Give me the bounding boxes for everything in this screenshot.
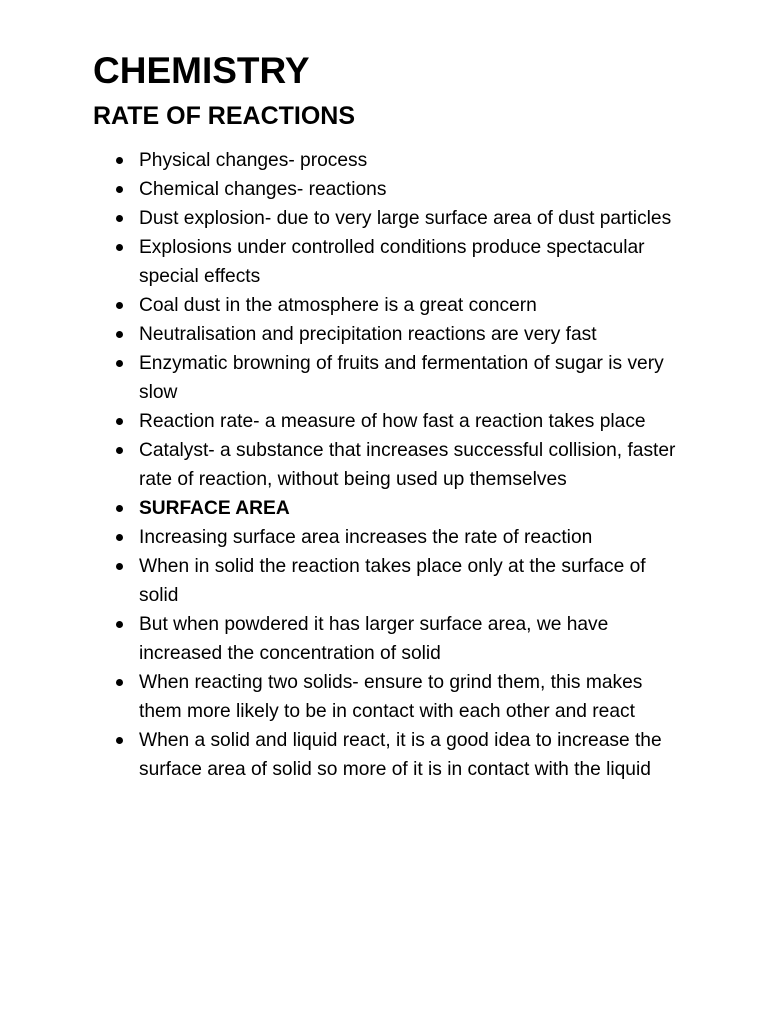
list-item-text: When in solid the reaction takes place only at the surface of solid	[139, 556, 646, 606]
bullet-icon	[116, 157, 123, 164]
list-item-text: But when powdered it has larger surface area, we have increased the concentration of solid	[139, 614, 609, 664]
list-item-text: SURFACE AREA	[139, 498, 290, 519]
list-item-text: Physical changes- process	[139, 150, 368, 171]
bullet-icon	[116, 563, 123, 570]
bullet-list	[0, 146, 768, 784]
list-item-text: Explosions under controlled conditions produce spectacular special effects	[139, 237, 645, 287]
list-item	[0, 523, 768, 552]
list-item-text: Reaction rate- a measure of how fast a reaction takes place	[139, 411, 646, 432]
list-item-text: Dust explosion- due to very large surface area of dust particles	[139, 208, 672, 229]
list-item	[0, 407, 768, 436]
bullet-icon	[116, 447, 123, 454]
bullet-icon	[116, 534, 123, 541]
list-item	[0, 175, 768, 204]
list-item	[0, 436, 768, 494]
bullet-icon	[116, 418, 123, 425]
list-item	[0, 552, 768, 610]
list-item-text: Chemical changes- reactions	[139, 179, 387, 200]
list-item-text: Enzymatic browning of fruits and fermentation of sugar is very slow	[139, 353, 664, 403]
list-item	[0, 233, 768, 291]
list-item-text: When reacting two solids- ensure to grind them, this makes them more likely to be in contact with each other and react	[139, 672, 643, 722]
bullet-icon	[116, 360, 123, 367]
bullet-icon	[116, 215, 123, 222]
list-item	[0, 726, 768, 784]
list-item-text: Coal dust in the atmosphere is a great concern	[139, 295, 537, 316]
list-item	[0, 204, 768, 233]
bullet-icon	[116, 679, 123, 686]
bullet-icon	[116, 186, 123, 193]
bullet-icon	[116, 737, 123, 744]
list-item	[0, 668, 768, 726]
page-title: CHEMISTRY	[93, 50, 310, 91]
list-item-text: Neutralisation and precipitation reactions are very fast	[139, 324, 597, 345]
list-item-text: When a solid and liquid react, it is a good idea to increase the surface area of solid so more of it is in contact with the liquid	[139, 730, 662, 780]
section-heading-item	[0, 494, 768, 523]
page-subtitle: RATE OF REACTIONS	[93, 102, 356, 130]
bullet-icon	[116, 244, 123, 251]
bullet-icon	[116, 505, 123, 512]
list-item-text: Increasing surface area increases the rate of reaction	[139, 527, 593, 548]
list-item-text: Catalyst- a substance that increases successful collision, faster rate of reaction, without being used up themselves	[139, 440, 676, 490]
list-item	[0, 320, 768, 349]
bullet-icon	[116, 331, 123, 338]
list-item	[0, 291, 768, 320]
list-item	[0, 146, 768, 175]
bullet-icon	[116, 302, 123, 309]
list-item	[0, 349, 768, 407]
list-item	[0, 610, 768, 668]
bullet-icon	[116, 621, 123, 628]
